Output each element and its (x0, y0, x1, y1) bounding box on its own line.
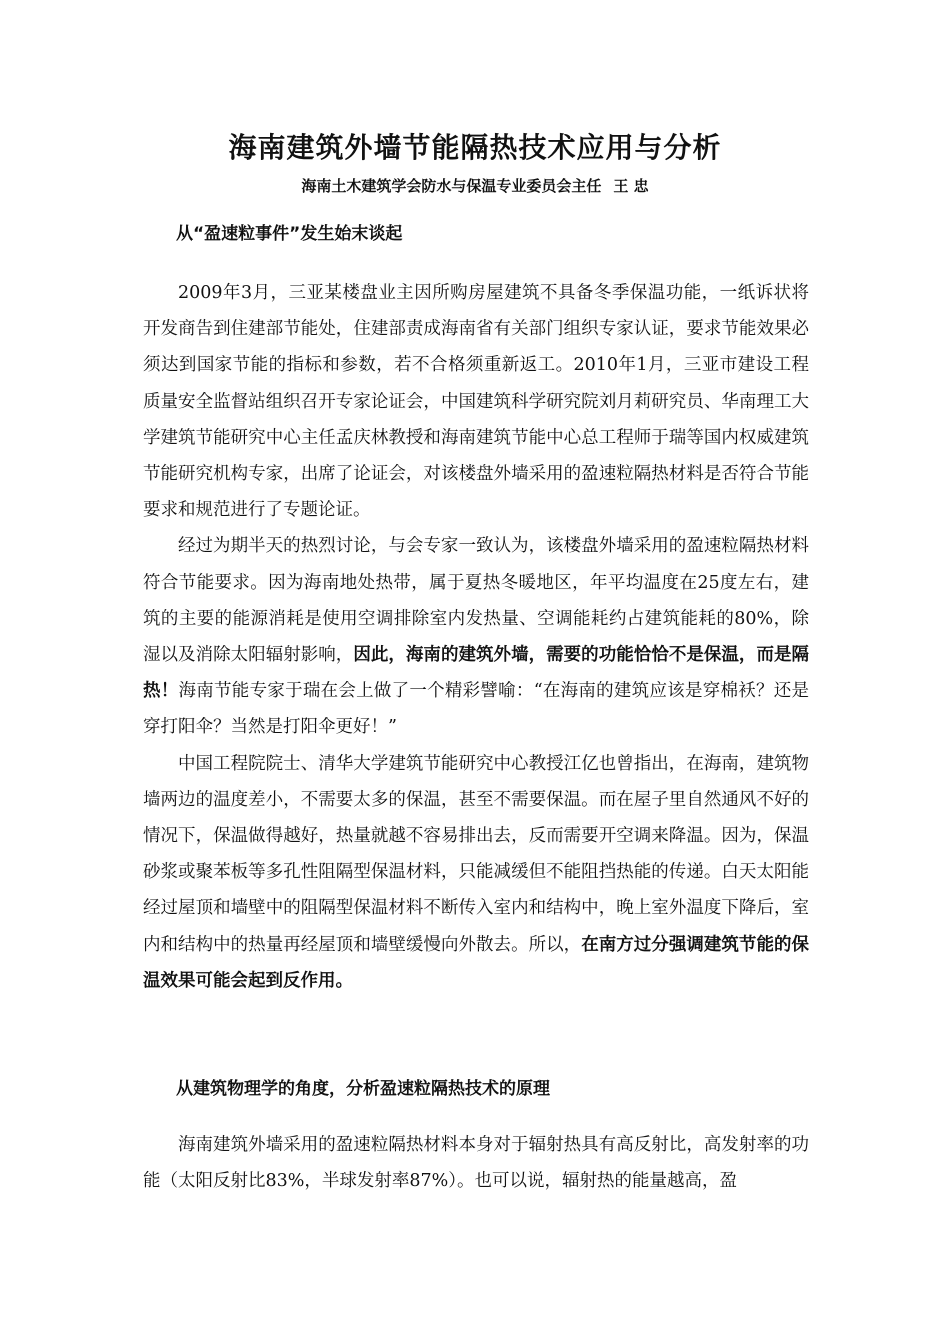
paragraph-emphasis: 因此，海南的建筑外墙，需要的功能恰恰不是保温，而是隔热！ (143, 645, 810, 702)
author-line (0, 174, 950, 198)
author-role: 海南土木建筑学会防水与保温专业委员会主任 (301, 177, 602, 195)
paragraph-text: 中国工程院院士、清华大学建筑节能研究中心教授江亿也曾指出，在海南，建筑物墙两边的温度差小，不需要太多的保温，甚至不需要保温。而在屋子里自然通风不好的情况下，保温做得越好，热量就越不容易排出去，反而需要开空调来降温。因为，保温砂浆或聚苯板等多孔性阻隔型保温材料，只能减缓但不能阻挡热能的传递。白天太阳能经过屋顶和墙壁中的阻隔型保温材料不断传入室内和结构中，晚上室外温度下降后，室内和结构中的热量再经屋顶和墙壁缓慢向外散去。所以， (143, 753, 809, 955)
paragraph (143, 528, 809, 745)
document-title: 海南建筑外墙节能隔热技术应用与分析 (228, 131, 722, 164)
section-heading: 从建筑物理学的角度，分析盈速粒隔热技术的原理 (176, 1079, 550, 1099)
section-heading: 从“盈速粒事件”发生始末谈起 (176, 224, 403, 244)
paragraph-text: 海南节能专家于瑞在会上做了一个精彩譬喻：“在海南的建筑应该是穿棉袄？还是穿打阳伞？当然是打阳伞更好！” (143, 681, 810, 738)
paragraph (143, 746, 809, 999)
section-body (143, 275, 809, 999)
author-name: 王 忠 (613, 177, 649, 195)
section-body (143, 1127, 809, 1199)
paragraph-emphasis: 在南方过分强调建筑节能的保温效果可能会起到反作用。 (143, 934, 810, 991)
paragraph-text: 经过为期半天的热烈讨论，与会专家一致认为，该楼盘外墙采用的盈速粒隔热材料符合节能要求。因为海南地处热带，属于夏热冬暖地区，年平均温度在25度左右，建筑的主要的能源消耗是使用空调排除室内发热量、空调能耗约占建筑能耗的80%，除湿以及消除太阳辐射影响， (143, 536, 809, 666)
paragraph: 海南建筑外墙采用的盈速粒隔热材料本身对于辐射热具有高反射比，高发射率的功能（太阳反射比83%，半球发射率87%）。也可以说，辐射热的能量越高，盈 (143, 1135, 809, 1192)
paragraph: 2009年3月，三亚某楼盘业主因所购房屋建筑不具备冬季保温功能，一纸诉状将开发商告到住建部节能处，住建部责成海南省有关部门组织专家认证，要求节能效果必须达到国家节能的指标和参数，若不合格须重新返工。2010年1月，三亚市建设工程质量安全监督站组织召开专家论证会，中国建筑科学研究院刘月莉研究员、华南理工大学建筑节能研究中心主任孟庆林教授和海南建筑节能中心总工程师于瑞等国内权威建筑节能研究机构专家，出席了论证会，对该楼盘外墙采用的盈速粒隔热材料是否符合节能要求和规范进行了专题论证。 (143, 283, 809, 521)
